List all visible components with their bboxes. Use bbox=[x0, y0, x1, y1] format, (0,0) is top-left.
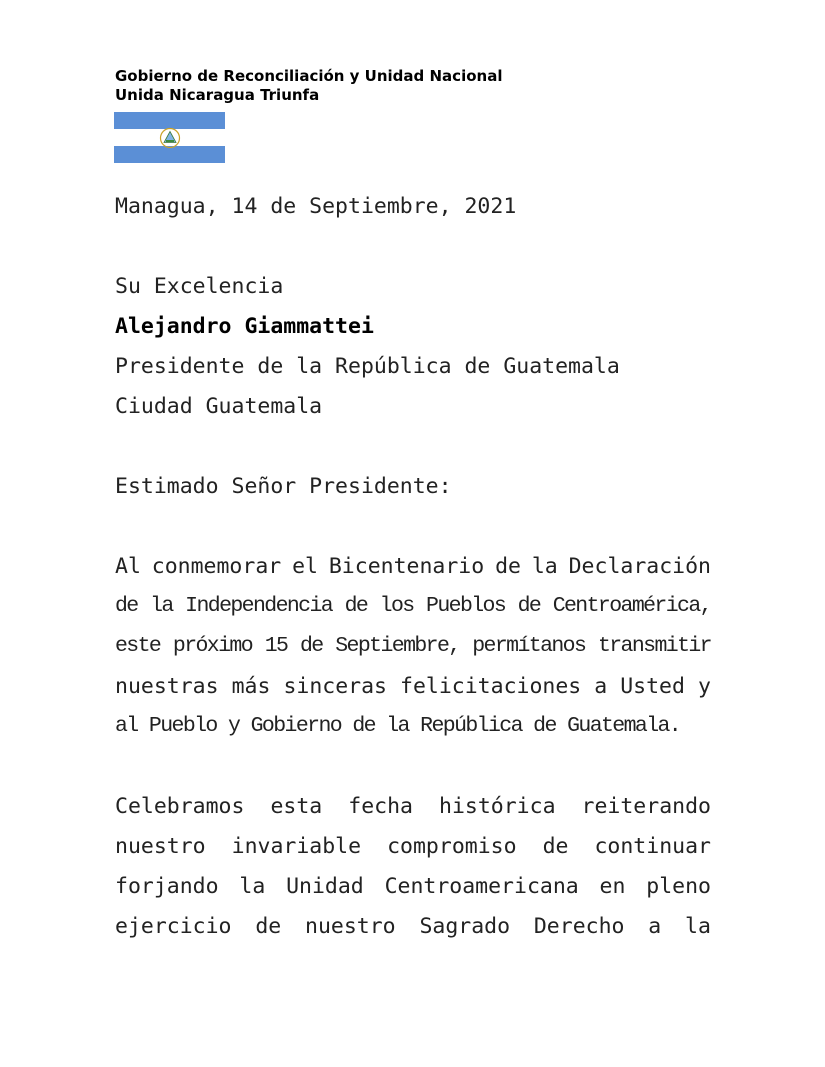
word: de bbox=[299, 634, 323, 658]
word: de bbox=[517, 594, 541, 618]
paragraph1-line: al Pueblo y Gobierno de la República de Guatemala. bbox=[115, 714, 681, 738]
word: Usted bbox=[620, 674, 685, 699]
word: esta bbox=[270, 794, 323, 819]
word: en bbox=[599, 874, 626, 899]
word: 15 bbox=[264, 634, 288, 658]
word: Derecho bbox=[533, 914, 625, 939]
word: sinceras bbox=[283, 674, 387, 699]
word: de bbox=[495, 554, 521, 579]
letterhead-government-name: Gobierno de Reconciliación y Unidad Nacional bbox=[115, 67, 503, 85]
word: de bbox=[255, 914, 282, 939]
paragraph1-line bbox=[115, 674, 711, 699]
word: Independencia bbox=[185, 594, 333, 618]
paragraph1-line bbox=[115, 594, 711, 618]
word: Unidad bbox=[286, 874, 364, 899]
word: nuestro bbox=[115, 834, 206, 859]
paragraph2-line bbox=[115, 794, 711, 819]
word: pleno bbox=[646, 874, 711, 899]
word: más bbox=[231, 674, 271, 699]
word: próximo bbox=[172, 634, 253, 658]
word: Declaración bbox=[568, 554, 711, 579]
word: nuestras bbox=[115, 674, 219, 699]
word: Bicentenario bbox=[328, 554, 485, 579]
word: la bbox=[531, 554, 558, 579]
word: de bbox=[115, 594, 138, 618]
word: Septiembre, bbox=[335, 634, 460, 658]
letterhead-slogan: Unida Nicaragua Triunfa bbox=[115, 86, 320, 104]
word: de bbox=[542, 834, 569, 859]
word: la bbox=[685, 914, 711, 939]
word: felicitaciones bbox=[400, 674, 582, 699]
word: el bbox=[292, 554, 318, 579]
word: ejercicio bbox=[115, 914, 232, 939]
word: histórica bbox=[439, 794, 556, 819]
word: nuestro bbox=[305, 914, 396, 939]
flag-stripe-bottom bbox=[114, 146, 225, 163]
word: invariable bbox=[231, 834, 362, 859]
word: este bbox=[115, 634, 161, 658]
recipient-name: Alejandro Giammattei bbox=[115, 314, 374, 339]
word: Pueblos bbox=[426, 594, 506, 618]
word: transmitir bbox=[597, 634, 711, 658]
word: reiterando bbox=[581, 794, 711, 819]
word: a bbox=[594, 674, 608, 699]
paragraph1-line bbox=[115, 634, 711, 658]
word: y bbox=[697, 674, 711, 699]
word: los bbox=[379, 594, 414, 618]
flag-stripe-middle bbox=[114, 129, 225, 146]
word: forjando bbox=[115, 874, 219, 899]
paragraph2-line bbox=[115, 834, 711, 859]
paragraph2-line bbox=[115, 914, 711, 939]
word: Centroamérica, bbox=[552, 594, 711, 618]
recipient-position: Presidente de la República de Guatemala bbox=[115, 354, 620, 379]
word: continuar bbox=[594, 834, 711, 859]
paragraph2-line bbox=[115, 874, 711, 899]
word: fecha bbox=[348, 794, 413, 819]
word: la bbox=[150, 594, 173, 618]
word: a bbox=[648, 914, 662, 939]
greeting: Estimado Señor Presidente: bbox=[115, 474, 452, 499]
word: compromiso bbox=[387, 834, 517, 859]
word: la bbox=[239, 874, 266, 899]
word: Centroamericana bbox=[384, 874, 579, 899]
nicaragua-flag-icon bbox=[114, 112, 225, 163]
salutation-title: Su Excelencia bbox=[115, 274, 284, 299]
word: Al bbox=[115, 554, 141, 579]
word: de bbox=[344, 594, 368, 618]
word: Celebramos bbox=[115, 794, 245, 819]
coat-of-arms-icon bbox=[159, 127, 181, 149]
letterhead bbox=[115, 67, 502, 105]
word: conmemorar bbox=[151, 554, 282, 579]
word: permítanos bbox=[472, 634, 586, 658]
word: Sagrado bbox=[419, 914, 511, 939]
recipient-city: Ciudad Guatemala bbox=[115, 394, 323, 419]
paragraph1-line bbox=[115, 554, 711, 579]
letter-date: Managua, 14 de Septiembre, 2021 bbox=[115, 194, 517, 219]
